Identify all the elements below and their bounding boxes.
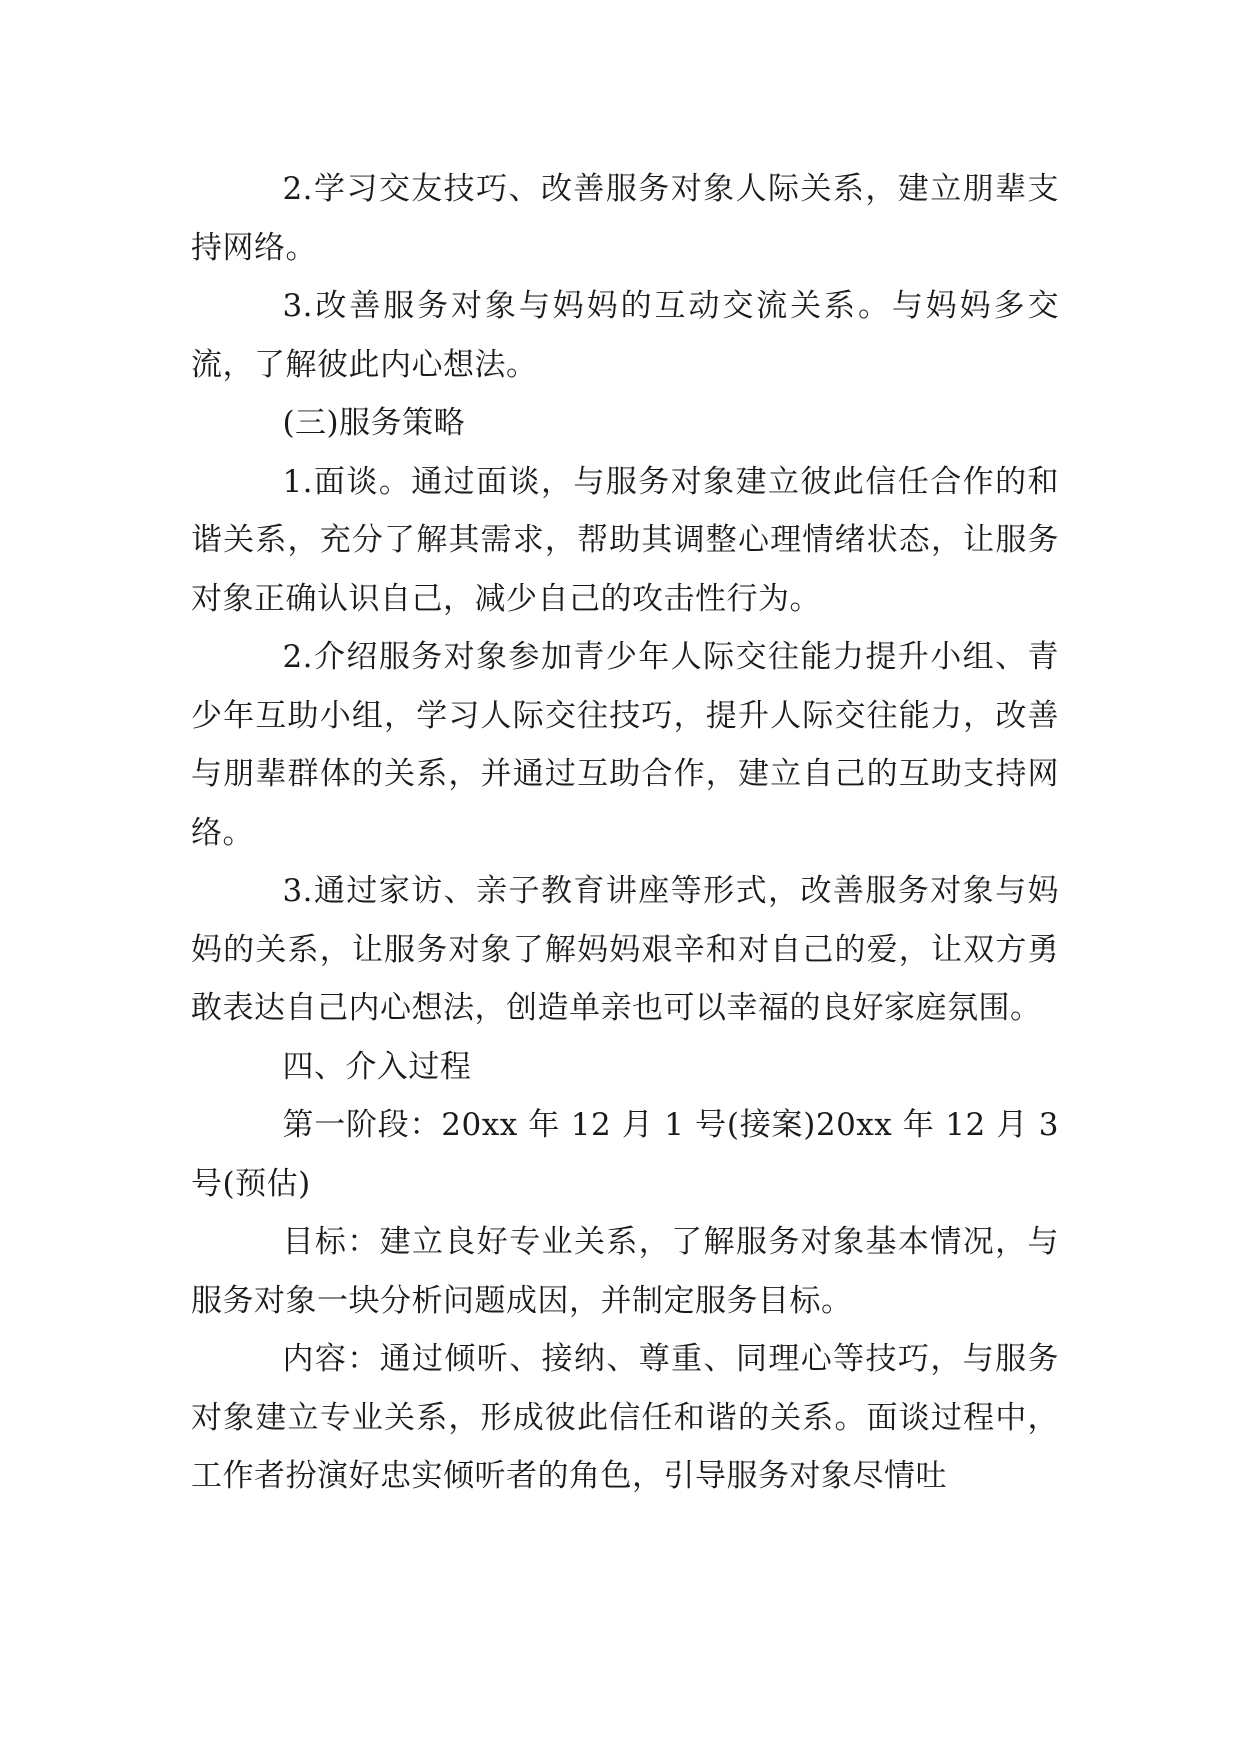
document-body [191,160,1059,1506]
paragraph-stage-one-goal: 目标：建立良好专业关系，了解服务对象基本情况，与服务对象一块分析问题成因，并制定服务目标。 [191,1224,1059,1319]
paragraph-strategy-3: 3.通过家访、亲子教育讲座等形式，改善服务对象与妈妈的关系，让服务对象了解妈妈艰辛和对自己的爱，让双方勇敢表达自己内心想法，创造单亲也可以幸福的良好家庭氛围。 [191,873,1059,1026]
paragraph-strategy-2: 2.介绍服务对象参加青少年人际交往能力提升小组、青少年互助小组，学习人际交往技巧，提升人际交往能力，改善与朋辈群体的关系，并通过互助合作，建立自己的互助支持网络。 [191,639,1059,851]
paragraph-stage-one-content: 内容：通过倾听、接纳、尊重、同理心等技巧，与服务对象建立专业关系，形成彼此信任和谐的关系。面谈过程中，工作者扮演好忠实倾听者的角色，引导服务对象尽情吐 [191,1341,1059,1494]
paragraph-goal-3: 3.改善服务对象与妈妈的互动交流关系。与妈妈多交流，了解彼此内心想法。 [191,288,1059,383]
section-heading-intervention-process: 四、介入过程 [282,1048,472,1085]
paragraph-goal-2: 2.学习交友技巧、改善服务对象人际关系，建立朋辈支持网络。 [191,171,1059,266]
paragraph-strategy-1: 1.面谈。通过面谈，与服务对象建立彼此信任合作的和谐关系，充分了解其需求，帮助其调整心理情绪状态，让服务对象正确认识自己，减少自己的攻击性行为。 [191,463,1059,617]
section-heading-service-strategy: (三)服务策略 [282,405,466,441]
paragraph-stage-one: 第一阶段：20xx 年 12 月 1 号(接案)20xx 年 12 月 3 号(预估) [191,1107,1059,1202]
